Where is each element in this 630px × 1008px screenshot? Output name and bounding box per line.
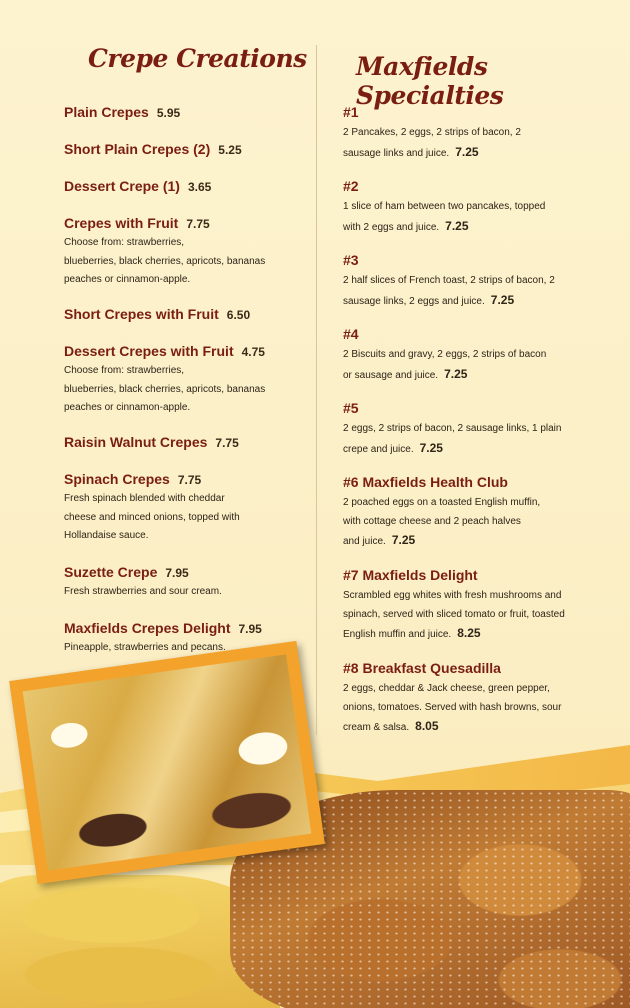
menu-item-name: Suzette Crepe — [64, 564, 158, 580]
menu-item-name: Maxfields Crepes Delight — [64, 620, 231, 636]
menu-item-description-text: 2 eggs, 2 strips of bacon, 2 sausage links, 1 plain crepe and juice. — [343, 423, 562, 455]
menu-item-price: 7.25 — [419, 440, 443, 455]
menu-item-header — [343, 326, 593, 344]
menu-item-price: 6.50 — [226, 308, 251, 322]
menu-item-header — [343, 178, 593, 196]
menu-item-header — [64, 471, 314, 489]
menu-item — [343, 567, 593, 645]
menu-item-name: #1 — [343, 104, 359, 120]
menu-item — [64, 343, 314, 418]
menu-item — [64, 306, 314, 324]
menu-item-name: Plain Crepes — [64, 104, 149, 120]
menu-item-description-text: 2 half slices of French toast, 2 strips of bacon, 2 sausage links, 2 eggs and juice. — [343, 275, 555, 307]
menu-item-price: 7.95 — [238, 622, 262, 636]
crepe-photo — [23, 654, 312, 870]
menu-item-header — [64, 620, 314, 638]
menu-item — [343, 660, 593, 738]
menu-item-description — [343, 346, 593, 385]
menu-item-description-text: 2 Pancakes, 2 eggs, 2 strips of bacon, 2 sausage links and juice. — [343, 127, 521, 159]
maxfields-specialties-title: Maxfields Specialties — [356, 52, 504, 110]
menu-item — [343, 104, 593, 163]
menu-item-price: 3.65 — [187, 180, 212, 194]
menu-item-name: Dessert Crepe (1) — [64, 178, 180, 194]
menu-item — [64, 471, 314, 546]
menu-item-header — [64, 343, 314, 361]
menu-item — [64, 620, 314, 658]
menu-item — [64, 434, 314, 452]
menu-item-description — [343, 680, 593, 738]
menu-item — [343, 252, 593, 311]
menu-item-description-text: Choose from: strawberries, blueberries, black cherries, apricots, bananas peaches or cinnamon-apple. — [64, 365, 266, 413]
menu-item-name: #3 — [343, 252, 359, 268]
menu-item-header — [343, 104, 593, 122]
menu-item-description-text: Fresh spinach blended with cheddar cheese and minced onions, topped with Hollandaise sauce. — [64, 493, 240, 541]
menu-item-header — [343, 400, 593, 418]
menu-item-price: 7.25 — [455, 144, 479, 159]
menu-item-description — [343, 420, 593, 459]
menu-item-description-text: Scrambled egg whites with fresh mushrooms and spinach, served with sliced tomato or fruit, toasted English muffin and juice. — [343, 590, 565, 640]
menu-item-name: Short Crepes with Fruit — [64, 306, 219, 322]
menu-item-name: #8 Breakfast Quesadilla — [343, 660, 501, 676]
menu-item-name: #5 — [343, 400, 359, 416]
menu-item-price: 7.25 — [445, 218, 469, 233]
menu-item-name: #4 — [343, 326, 359, 342]
menu-item-price: 8.05 — [415, 719, 439, 733]
menu-item-price: 7.75 — [186, 217, 210, 231]
menu-item-price: 7.25 — [490, 292, 515, 307]
menu-item — [64, 141, 314, 159]
menu-item-name: Dessert Crepes with Fruit — [64, 343, 234, 359]
menu-item — [64, 178, 314, 196]
menu-item-description — [343, 124, 593, 163]
crepe-photo-frame — [9, 641, 325, 884]
menu-item-description — [64, 490, 314, 546]
menu-item-description-text: 1 slice of ham between two pancakes, topped with 2 eggs and juice. — [343, 201, 546, 233]
menu-item-price: 5.25 — [218, 143, 242, 157]
menu-item — [64, 564, 314, 602]
menu-item-header — [64, 306, 314, 324]
menu-item-header — [64, 434, 314, 452]
menu-item-header — [343, 252, 593, 270]
crepe-creations-title: Crepe Creations — [88, 44, 307, 73]
menu-item-header — [343, 660, 593, 678]
menu-item-price: 5.95 — [156, 106, 181, 120]
menu-item-price: 8.25 — [457, 626, 481, 640]
menu-item-price: 7.75 — [177, 473, 202, 487]
menu-item-description-text: 2 Biscuits and gravy, 2 eggs, 2 strips of bacon or sausage and juice. — [343, 349, 547, 381]
menu-item-description-text: Choose from: strawberries, blueberries, black cherries, apricots, bananas peaches or cinnamon-apple. — [64, 237, 266, 285]
column-divider — [316, 45, 317, 735]
menu-item-description — [64, 583, 314, 602]
menu-item-price: 7.95 — [165, 566, 189, 580]
menu-item-name: Spinach Crepes — [64, 471, 170, 487]
menu-item-description — [343, 272, 593, 311]
menu-item-header — [343, 567, 593, 585]
menu-item-price: 4.75 — [241, 345, 265, 359]
menu-item-description-text: Pineapple, strawberries and pecans. — [64, 642, 226, 653]
menu-item-description-text: 2 poached eggs on a toasted English muffin, with cottage cheese and 2 peach halves and juice. — [343, 497, 541, 547]
menu-item — [343, 474, 593, 552]
menu-item-description-text: 2 eggs, cheddar & Jack cheese, green pepper, onions, tomatoes. Served with hash browns, sour cream & salsa. — [343, 683, 562, 733]
menu-item-description — [343, 494, 593, 552]
menu-item-name: Crepes with Fruit — [64, 215, 179, 231]
menu-item — [343, 326, 593, 385]
menu-item-description — [64, 362, 314, 418]
menu-item-description — [343, 198, 593, 237]
menu-item-description — [64, 639, 314, 658]
menu-item-header — [64, 215, 314, 233]
menu-item-price: 7.75 — [215, 436, 239, 450]
menu-item-name: Raisin Walnut Crepes — [64, 434, 208, 450]
menu-item-name: #6 Maxfields Health Club — [343, 474, 508, 490]
menu-item-name: #2 — [343, 178, 359, 194]
menu-item-header — [64, 178, 314, 196]
menu-item-header — [64, 104, 314, 122]
menu-item — [343, 178, 593, 237]
menu-item-description — [64, 234, 314, 290]
menu-item-header — [64, 141, 314, 159]
menu-item-name: Short Plain Crepes (2) — [64, 141, 211, 157]
menu-item-header — [343, 474, 593, 492]
menu-item — [64, 104, 314, 122]
menu-item — [64, 215, 314, 290]
menu-item-price: 7.25 — [391, 533, 416, 547]
menu-item-description — [343, 587, 593, 645]
menu-item — [343, 400, 593, 459]
menu-item-header — [64, 564, 314, 582]
menu-item-description-text: Fresh strawberries and sour cream. — [64, 586, 222, 597]
menu-item-price: 7.25 — [444, 366, 468, 381]
menu-item-name: #7 Maxfields Delight — [343, 567, 478, 583]
